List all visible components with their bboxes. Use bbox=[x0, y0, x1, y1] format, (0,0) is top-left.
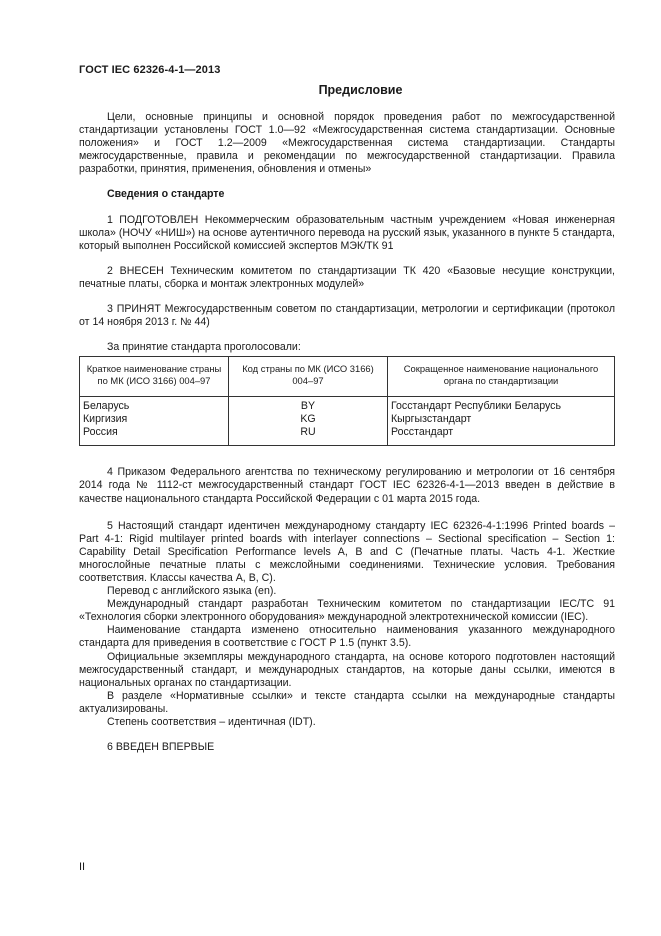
table-cell-body: Госстандарт Республики Беларусь bbox=[388, 397, 615, 414]
table-header-country: Краткое наименование страны по МК (ИСО 3166) 004–97 bbox=[80, 357, 229, 397]
table-cell-body: Кыргызстандарт bbox=[388, 413, 615, 426]
table-cell-code: KG bbox=[229, 413, 388, 426]
page-number: II bbox=[79, 861, 86, 873]
document-body bbox=[79, 111, 615, 754]
table-cell-country: Беларусь bbox=[80, 397, 229, 414]
item-5-degree: Степень соответствия – идентичная (IDT). bbox=[107, 716, 316, 728]
item-3-paragraph: 3 ПРИНЯТ Межгосударственным советом по стандартизации, метрологии и сертификации (протокол от 14 ноября 2013 г. № 44) bbox=[79, 303, 615, 329]
table-cell-body: Росстандарт bbox=[388, 426, 615, 446]
page-title: Предисловие bbox=[318, 83, 403, 97]
table-cell-country: Киргизия bbox=[80, 413, 229, 426]
item-4-paragraph: 4 Приказом Федерального агентства по техническому регулированию и метрологии от 16 сентября 2014 года № 1112-ст межгосударственный стандарт ГОСТ IEC 62326-4-1—2013 введен в действие в качестве национального стандарта Российской Федерации с 01 марта 2015 года. bbox=[79, 466, 615, 505]
table-row bbox=[80, 413, 615, 426]
item-1-paragraph: 1 ПОДГОТОВЛЕН Некоммерческим образовательным частным учреждением «Новая инженерная школа» (НОЧУ «НИШ») на основе аутентичного перевода на русский язык, указанного в пункте 5 стандарта, который выполнен Российской комиссией экспертов МЭК/ТК 91 bbox=[79, 213, 615, 252]
item-2-paragraph: 2 ВНЕСЕН Техническим комитетом по стандартизации ТК 420 «Базовые несущие конструкции, печатные платы, сборка и монтаж электронных модулей» bbox=[79, 264, 615, 290]
item-5-developer: Международный стандарт разработан Техническим комитетом по стандартизации IEC/TC 91 «Технология сборки электронного оборудования» международной электротехнической комиссии (IEC). bbox=[79, 598, 615, 624]
item-5-paragraph: 5 Настоящий стандарт идентичен международному стандарту IEC 62326-4-1:1996 Printed boards – Part 4-1: Rigid multilayer printed boards with interlayer connections – Sectional specification – Section 1: Capability Detail Specification Performance levels A, B and C (Печатные платы. Часть 4-1. Жесткие многослойные печатные платы с межслойными соединениями. Технические условия. Требования соответствия. Классы качества A, B, C). bbox=[79, 519, 615, 584]
table-cell-code: BY bbox=[229, 397, 388, 414]
votes-caption: За принятие стандарта проголосовали: bbox=[107, 341, 301, 354]
table-row bbox=[80, 426, 615, 446]
item-5-references: В разделе «Нормативные ссылки» и тексте стандарта ссылки на международные стандарты актуализированы. bbox=[79, 689, 615, 715]
table-cell-country: Россия bbox=[80, 426, 229, 446]
section-subtitle: Сведения о стандарте bbox=[107, 188, 225, 201]
item-5-official-copies: Официальные экземпляры международного стандарта, на основе которого подготовлен настоящий межгосударственный стандарт, и международных стандартов, на которые даны ссылки, имеются в национальных органах по стандартизации. bbox=[79, 650, 615, 689]
document-code-header: ГОСТ IEC 62326-4-1—2013 bbox=[79, 64, 221, 76]
votes-table bbox=[79, 356, 615, 446]
table-row bbox=[80, 397, 615, 414]
table-cell-code: RU bbox=[229, 426, 388, 446]
table-header-code: Код страны по МК (ИСО 3166) 004–97 bbox=[229, 357, 388, 397]
intro-paragraph: Цели, основные принципы и основной порядок проведения работ по межгосударственной стандартизации установлены ГОСТ 1.0—92 «Межгосударственная система стандартизации. Основные положения» и ГОСТ 1.2—2009 «Межгосударственная система стандартизации. Стандарты межгосударственные, правила и рекомендации по межгосударственной стандартизации. Правила разработки, принятия, применения, обновления и отмены» bbox=[79, 111, 615, 176]
item-6-paragraph: 6 ВВЕДЕН ВПЕРВЫЕ bbox=[107, 741, 215, 754]
table-header-body: Сокращенное наименование национального органа по стандартизации bbox=[388, 357, 615, 397]
item-5-name-change: Наименование стандарта изменено относительно наименования указанного международного стандарта для приведения в соответствие с ГОСТ Р 1.5 (пункт 3.5). bbox=[79, 624, 615, 650]
table-header-row bbox=[80, 357, 615, 397]
item-5-translation: Перевод с английского языка (en). bbox=[107, 585, 277, 598]
